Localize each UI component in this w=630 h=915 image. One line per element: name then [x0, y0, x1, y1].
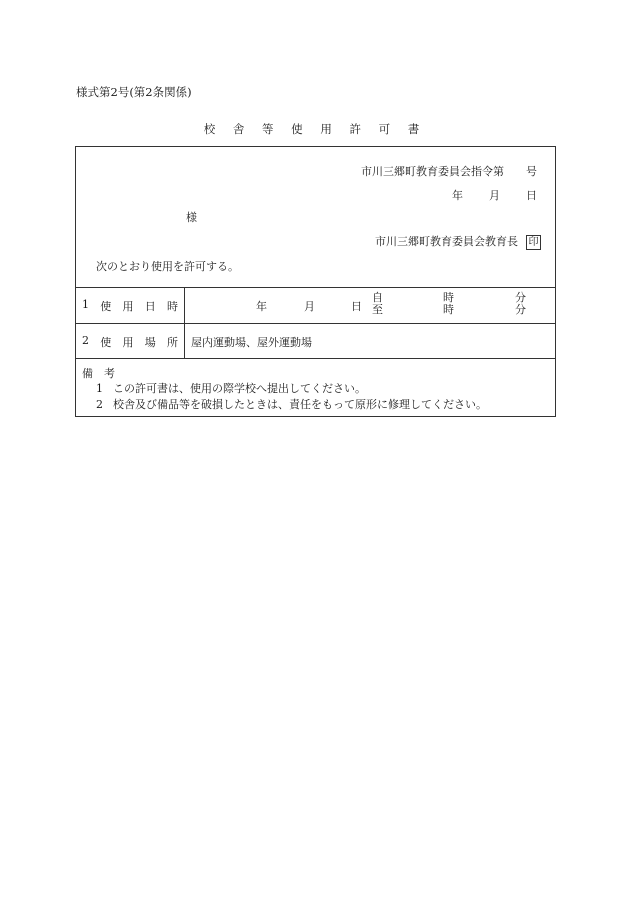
usage-month: 月 [304, 300, 315, 313]
label-char: 用 [122, 300, 134, 313]
issue-day: 日 [526, 189, 537, 202]
to-label: 至 [372, 303, 383, 316]
form-number-label: 様式第2号(第2条関係) [76, 85, 192, 99]
divider-row-1 [76, 287, 555, 288]
remark-text: 校舎及び備品等を破損したときは、責任をもって原形に修理してください。 [113, 398, 487, 411]
from-hour: 時 [443, 291, 454, 304]
label-char: 使 [100, 336, 112, 349]
issuer-name: 市川三郷町教育委員会教育長 [375, 235, 518, 248]
directive-prefix: 市川三郷町教育委員会指令第 [361, 165, 504, 178]
label-column-divider [184, 287, 185, 358]
label-char: 場 [144, 336, 156, 349]
seal-mark: 印 [526, 235, 541, 250]
from-to-markers [372, 292, 383, 316]
from-label: 自 [372, 291, 383, 304]
divider-row-2 [76, 323, 555, 324]
remarks-heading: 備 考 [82, 367, 115, 380]
usage-place-label [82, 334, 178, 350]
minute-markers [515, 292, 526, 316]
divider-row-3 [76, 358, 555, 359]
label-char: 時 [167, 300, 178, 313]
label-char: 所 [167, 336, 178, 349]
issue-date [452, 187, 537, 203]
usage-place-value: 屋内運動場、屋外運動場 [191, 336, 312, 349]
permit-form-table [75, 146, 556, 417]
remark-text: この許可書は、使用の際学校へ提出してください。 [113, 382, 366, 395]
remark-number: 2 [96, 398, 103, 411]
from-minute: 分 [515, 291, 526, 304]
label-char: 日 [144, 300, 156, 313]
to-hour: 時 [443, 303, 454, 316]
remark-number: 1 [96, 382, 103, 395]
issue-year: 年 [452, 189, 463, 202]
directive-number [361, 163, 537, 179]
usage-year: 年 [256, 300, 267, 313]
issuer [375, 233, 541, 250]
to-minute: 分 [515, 303, 526, 316]
permission-statement: 次のとおり使用を許可する。 [96, 260, 239, 273]
document-title: 校 舎 等 使 用 許 可 書 [203, 122, 427, 136]
remark-item [96, 396, 487, 412]
row-number: 2 [82, 334, 89, 347]
usage-day: 日 [351, 300, 362, 313]
hour-markers [443, 292, 454, 316]
directive-suffix: 号 [526, 165, 537, 178]
usage-datetime-label [82, 298, 178, 314]
remark-item [96, 380, 366, 396]
label-char: 使 [100, 300, 112, 313]
label-char: 用 [122, 336, 134, 349]
issue-month: 月 [489, 189, 500, 202]
addressee-suffix: 様 [186, 211, 197, 224]
row-number: 1 [82, 298, 89, 311]
